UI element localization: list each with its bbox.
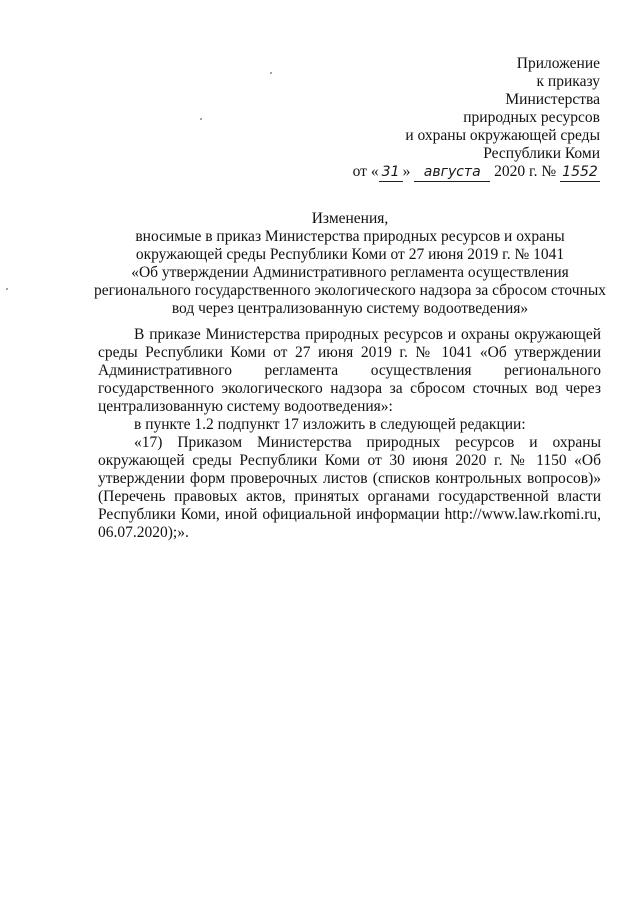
appendix-line: природных ресурсов — [463, 109, 600, 126]
title-line: окружающей среды Республики Коми от 27 июня 2019 г. № 1041 — [135, 246, 565, 263]
handwritten-month: августа — [414, 163, 490, 182]
document-title — [90, 210, 610, 318]
order-prefix: от « — [352, 163, 379, 180]
appendix-line: Республики Коми — [483, 145, 600, 162]
handwritten-day: 31 — [379, 163, 403, 182]
scan-speck — [200, 118, 202, 120]
title-line: Изменения, — [311, 210, 389, 227]
appendix-line: Приложение — [516, 55, 600, 72]
scan-speck — [6, 288, 8, 290]
title-line: «Об утверждении Административного регламента осуществления — [131, 264, 569, 281]
appendix-line: и охраны окружающей среды — [405, 127, 600, 144]
appendix-header — [353, 55, 600, 182]
title-line: вносимые в приказ Министерства природных ресурсов и охраны — [135, 228, 565, 245]
order-year: 2020 г. № — [494, 163, 557, 180]
order-date-line — [353, 163, 600, 182]
body-paragraph: «17) Приказом Министерства природных ресурсов и охраны окружающей среды Республики Коми от 30 июня 2020 г. № 1150 «Об утверждении форм проверочных листов (списков контрольных вопросов)» (Перечень правовых актов, принятых органами государственной власти Республики Коми, иной официальной информации http://www.law.rkomi.ru, 06.07.2020);». — [98, 434, 601, 541]
scan-speck — [270, 72, 272, 74]
title-line: регионального государственного экологического надзора за сбросом сточных — [94, 282, 606, 299]
body-paragraph: в пункте 1.2 подпункт 17 изложить в следующей редакции: — [134, 416, 526, 433]
document-body — [98, 326, 601, 542]
body-paragraph: В приказе Министерства природных ресурсов и охраны окружающей среды Республики Коми от 27 июня 2019 г. № 1041 «Об утверждении Административного регламента осуществления регионального государственного экологического надзора за сбросом сточных вод через централизованную систему водоотведения»: — [98, 326, 601, 415]
handwritten-order-number: 1552 — [560, 163, 600, 182]
order-quote-close: » — [402, 163, 411, 180]
appendix-line: Министерства — [505, 91, 600, 108]
appendix-line: к приказу — [536, 73, 600, 90]
title-line: вод через централизованную систему водоотведения» — [171, 300, 529, 317]
